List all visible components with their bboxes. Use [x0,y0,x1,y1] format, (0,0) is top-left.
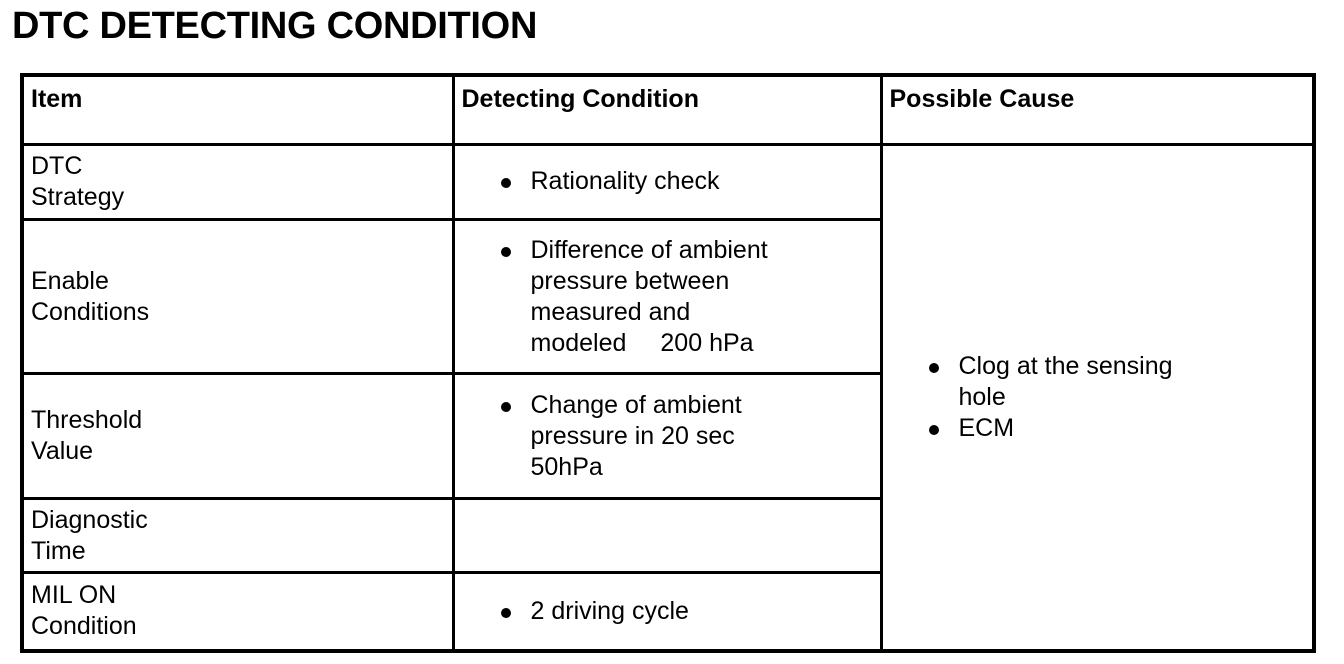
condition-cell-threshold-value [453,374,881,499]
condition-text: Rationality check [530,167,720,196]
condition-text: 50hPa [530,452,603,481]
item-text: Conditions [31,297,150,326]
condition-cell-enable-conditions [453,220,881,374]
bullet-icon [501,402,511,412]
condition-text: pressure between [530,266,730,295]
list-item [497,596,872,627]
condition-cell-diagnostic-time [453,499,881,573]
list-item [497,166,872,197]
list-item [925,351,1303,413]
bullet-icon [501,608,511,618]
cause-text: hole [958,382,1006,411]
item-text: Diagnostic [31,505,148,534]
cause-text: ECM [958,413,1015,442]
list-item [497,390,872,483]
column-header-item: Item [22,75,453,144]
item-cell-dtc-strategy [22,144,453,220]
item-cell-threshold-value [22,374,453,499]
item-text: Enable [31,266,109,295]
list-item [497,235,872,359]
item-text: Condition [31,612,137,641]
item-text: Time [31,536,86,565]
column-header-possible-cause: Possible Cause [881,75,1314,144]
condition-text: 2 driving cycle [530,596,689,625]
item-text: Strategy [31,182,125,211]
item-cell-diagnostic-time [22,499,453,573]
condition-text: pressure in 20 sec [530,421,735,450]
condition-text: modeled [530,328,627,357]
item-text: Threshold [31,406,143,435]
column-header-detecting-condition: Detecting Condition [453,75,881,144]
bullet-icon [501,247,511,257]
bullet-icon [501,178,511,188]
item-text: MIL ON [31,581,117,610]
possible-cause-cell [881,144,1314,651]
condition-value: 200 hPa [660,328,754,357]
item-cell-mil-on-condition [22,572,453,651]
condition-cell-dtc-strategy [453,144,881,220]
item-text: Value [31,437,94,466]
bullet-icon [929,363,939,373]
condition-text: Difference of ambient [530,235,768,264]
condition-text: Change of ambient [530,390,742,419]
dtc-detecting-condition-table [20,73,1316,653]
page-title: DTC DETECTING CONDITION [12,5,538,47]
table-row [22,144,1314,220]
table-header-row [22,75,1314,144]
condition-text: measured and [530,297,691,326]
item-text: DTC [31,151,83,180]
item-cell-enable-conditions [22,220,453,374]
list-item [925,413,1303,444]
bullet-icon [929,425,939,435]
cause-text: Clog at the sensing [958,351,1173,380]
condition-text-line [531,328,872,359]
condition-cell-mil-on-condition [453,572,881,651]
